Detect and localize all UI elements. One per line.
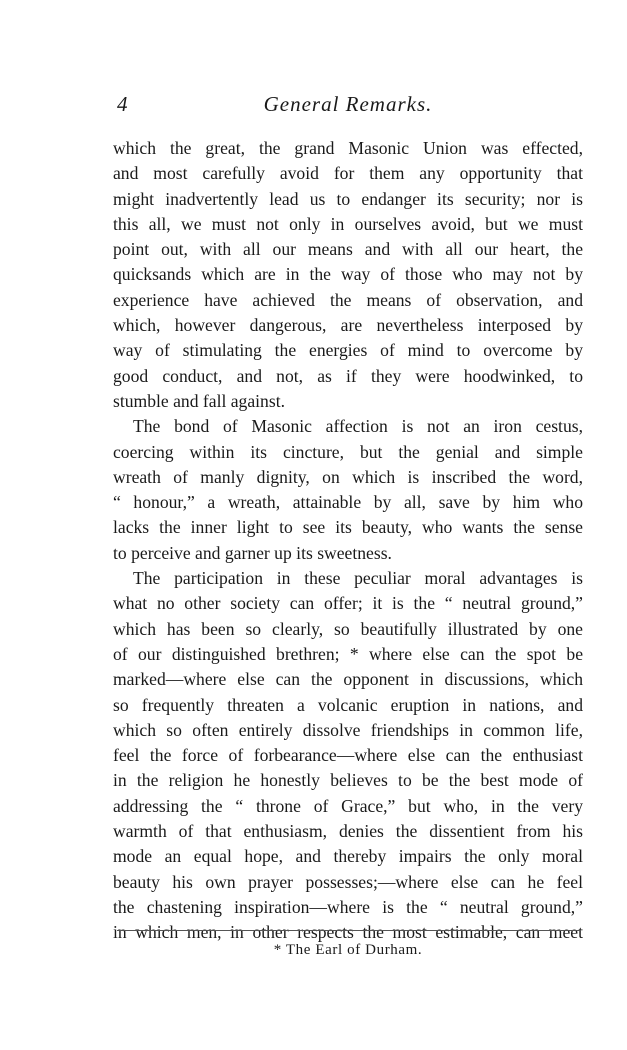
- running-head: General Remarks.: [263, 92, 433, 116]
- text-line: mode an equal hope, and thereby impairs the only moral: [113, 846, 583, 867]
- text-line: which has been so clearly, so beautifully illustrated by one: [113, 618, 583, 639]
- text-line: and most carefully avoid for them any opportunity that: [113, 163, 583, 184]
- text-line: in the religion he honestly believes to be the best mode of: [113, 770, 583, 791]
- text-line: which, however dangerous, are nevertheless interposed by: [113, 315, 583, 336]
- text-line: might inadvertently lead us to endanger its security; nor is: [113, 188, 583, 209]
- text-line: warmth of that enthusiasm, denies the dissentient from his: [113, 821, 583, 842]
- text-line: experience have achieved the means of observation, and: [113, 289, 583, 310]
- footnote: * The Earl of Durham.: [273, 942, 423, 958]
- text-line: which so often entirely dissolve friendships in common life,: [113, 719, 583, 740]
- text-line: lacks the inner light to see its beauty, who wants the sense: [113, 517, 583, 538]
- text-line: wreath of manly dignity, on which is inscribed the word,: [113, 466, 583, 487]
- text-line: beauty his own prayer possesses;—where else can he feel: [113, 871, 583, 892]
- page-number: 4: [117, 92, 128, 116]
- text-line: of our distinguished brethren; * where else can the spot be: [113, 643, 583, 664]
- text-line: which the great, the grand Masonic Union was effected,: [113, 138, 583, 158]
- text-line: The bond of Masonic affection is not an iron cestus,: [133, 416, 583, 437]
- text-line: this all, we must not only in ourselves avoid, but we must: [113, 213, 583, 234]
- text-line: marked—where else can the opponent in discussions, which: [113, 669, 583, 690]
- text-line: what no other society can offer; it is the “ neutral ground,”: [113, 593, 583, 614]
- text-line: point out, with all our means and with all our heart, the: [113, 239, 583, 260]
- text-line: way of stimulating the energies of mind to overcome by: [113, 340, 583, 361]
- text-line: feel the force of forbearance—where else can the enthusiast: [113, 745, 583, 766]
- text-line: The participation in these peculiar moral advantages is: [133, 568, 583, 589]
- text-line: the chastening inspiration—where is the “ neutral ground,”: [113, 896, 583, 917]
- page-header: [113, 92, 583, 122]
- text-line: stumble and fall against.: [113, 390, 285, 411]
- text-line: to perceive and garner up its sweetness.: [113, 542, 392, 563]
- text-line: in which men, in other respects the most estimable, can meet: [113, 922, 583, 943]
- text-line: coercing within its cincture, but the genial and simple: [113, 441, 583, 462]
- footnote-rule: [117, 930, 581, 931]
- text-line: quicksands which are in the way of those who may not by: [113, 264, 583, 285]
- text-line: so frequently threaten a volcanic eruption in nations, and: [113, 694, 583, 715]
- text-line: “ honour,” a wreath, attainable by all, save by him who: [113, 492, 583, 513]
- body-text: [113, 136, 583, 946]
- text-line: addressing the “ throne of Grace,” but who, in the very: [113, 795, 583, 816]
- text-line: good conduct, and not, as if they were hoodwinked, to: [113, 365, 583, 386]
